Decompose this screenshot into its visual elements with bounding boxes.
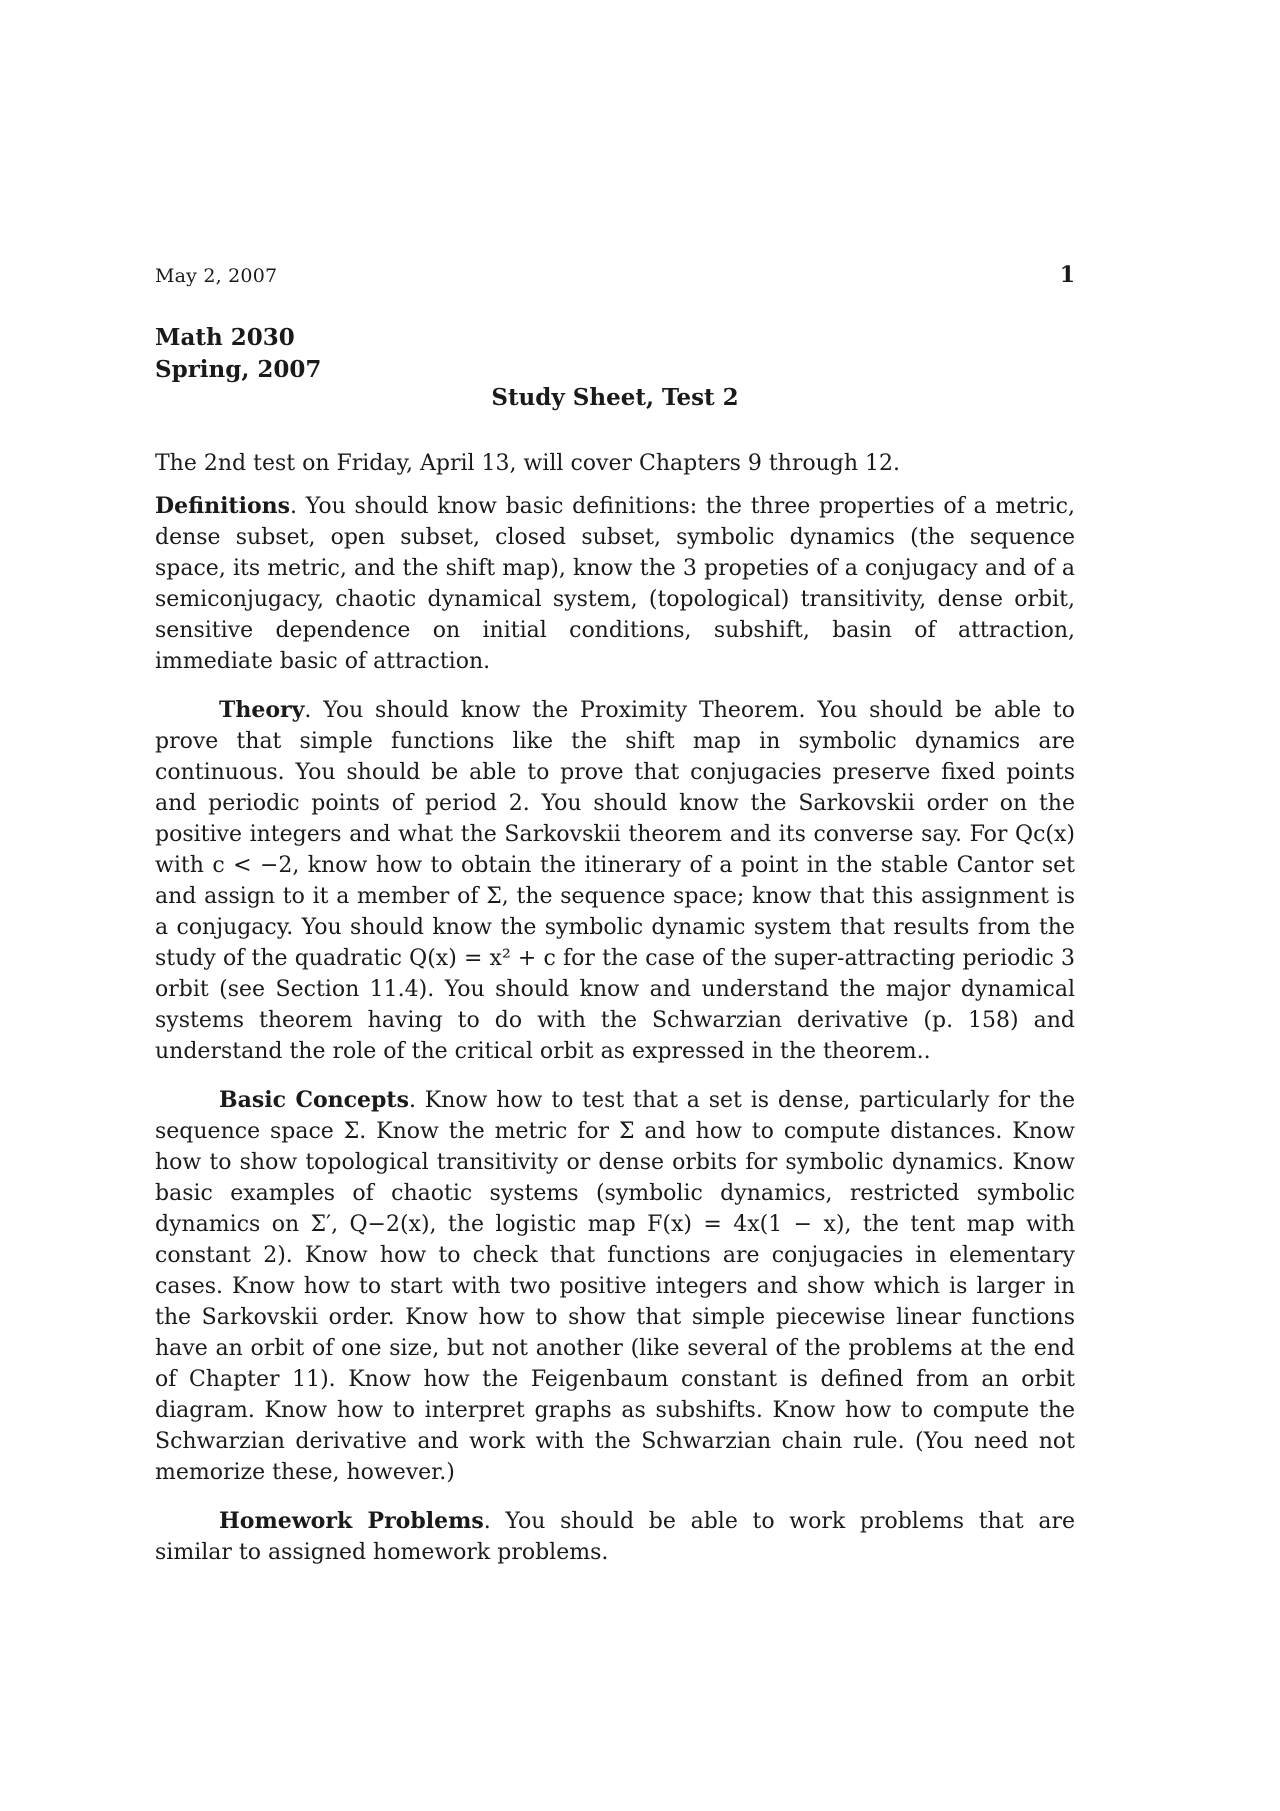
document-page	[155, 0, 1075, 1811]
homework-heading: Homework Problems	[219, 1508, 484, 1534]
theory-text: . You should know the Proximity Theorem. You should be able to prove that simple functions like the shift map in symbolic dynamics are continuous. You should be able to prove that conjugacies preserve fixed points and periodic points of period 2. You should know the Sarkovskii order on the positive integers and what the Sarkovskii theorem and its converse say. For Qc(x) with c < −2, know how to obtain the itinerary of a point in the stable Cantor set and assign to it a member of Σ, the sequence space; know that this assignment is a conjugacy. You should know the symbolic dynamic system that results from the study of the quadratic Q(x) = x² + c for the case of the super-attracting periodic 3 orbit (see Section 11.4). You should know and understand the major dynamical systems theorem having to do with the Schwarzian derivative (p. 158) and understand the role of the critical orbit as expressed in the theorem..	[155, 698, 1075, 1064]
definitions-heading: Definitions	[155, 493, 290, 519]
page-number: 1	[1059, 262, 1075, 288]
homework-paragraph	[155, 1506, 1075, 1568]
page-title: Study Sheet, Test 2	[491, 384, 739, 411]
document-body	[155, 448, 1075, 1586]
course-term: Spring, 2007	[155, 356, 322, 383]
header-date: May 2, 2007	[155, 265, 278, 287]
theory-heading: Theory	[219, 697, 305, 723]
course-name: Math 2030	[155, 324, 295, 351]
intro-paragraph: The 2nd test on Friday, April 13, will cover Chapters 9 through 12.	[155, 451, 901, 476]
definitions-paragraph	[155, 491, 1075, 677]
basic-concepts-text: . Know how to test that a set is dense, particularly for the sequence space Σ. Know the metric for Σ and how to compute distances. Know how to show topological transitivity or dense orbits for symbolic dynamics. Know basic examples of chaotic systems (symbolic dynamics, restricted symbolic dynamics on Σ′, Q−2(x), the logistic map F(x) = 4x(1 − x), the tent map with constant 2). Know how to check that functions are conjugacies in elementary cases. Know how to start with two positive integers and show which is larger in the Sarkovskii order. Know how to show that simple piecewise linear functions have an orbit of one size, but not another (like several of the problems at the end of Chapter 11). Know how the Feigenbaum constant is defined from an orbit diagram. Know how to interpret graphs as subshifts. Know how to compute the Schwarzian derivative and work with the Schwarzian chain rule. (You need not memorize these, however.)	[155, 1088, 1075, 1485]
theory-paragraph	[155, 695, 1075, 1067]
homework-text: . You should be able to work problems that are similar to assigned homework problems.	[155, 1509, 1075, 1565]
definitions-text: . You should know basic definitions: the three properties of a metric, dense subset, open subset, closed subset, symbolic dynamics (the sequence space, its metric, and the shift map), know the 3 propeties of a conjugacy and of a semiconjugacy, chaotic dynamical system, (topological) transitivity, dense orbit, sensitive dependence on initial conditions, subshift, basin of attraction, immediate basic of attraction.	[155, 494, 1075, 674]
basic-concepts-paragraph	[155, 1085, 1075, 1488]
basic-concepts-heading: Basic Concepts	[219, 1087, 409, 1113]
course-info	[155, 322, 321, 386]
